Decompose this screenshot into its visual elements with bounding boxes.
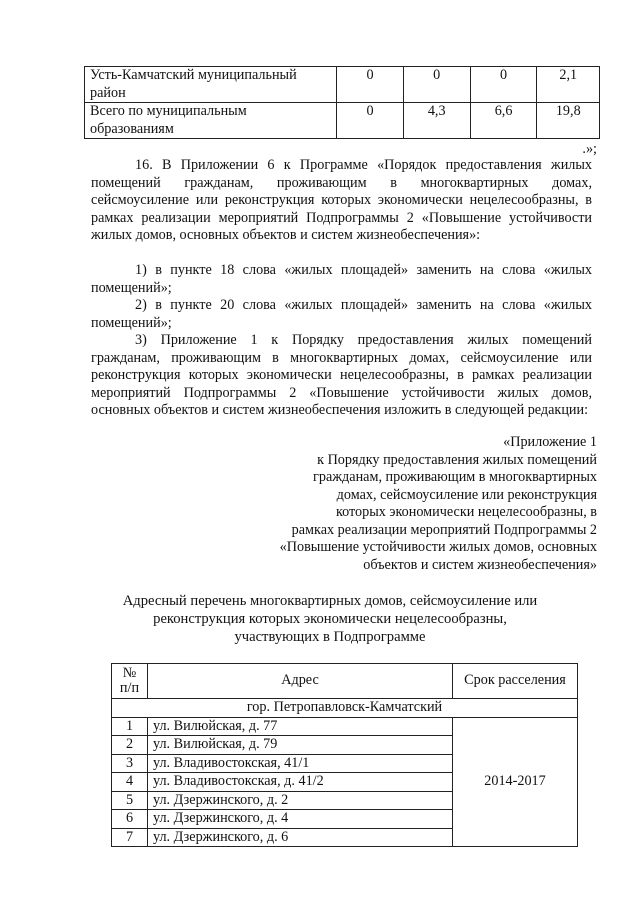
- row-number: 6: [112, 810, 148, 829]
- row-number: 7: [112, 828, 148, 847]
- summary-table: [84, 66, 600, 139]
- value-cell: 2,1: [537, 67, 600, 103]
- row-address: ул. Дзержинского, д. 4: [148, 810, 453, 829]
- value-cell: 4,3: [403, 103, 470, 139]
- paragraph-16: 16. В Приложении 6 к Программе «Порядок предоставления жилых помещений гражданам, проживающим в многоквартирных домах, сейсмоусиление или реконструкция которых экономически нецелесообразны, в рамках реализации мероприятий Подпрограммы 2 «Повышение устойчивости жилых домов, основных объектов и систем жизнеобеспечения»:: [91, 157, 592, 243]
- paragraph-item-3: 3) Приложение 1 к Порядку предоставления жилых помещений гражданам, проживающим в многоквартирных домах, сейсмоусиление или реконструкция которых экономически нецелесообразны, в рамках реализации мероприятий Подпрограммы 2 «Повышение устойчивости жилых домов, основных объектов и систем жизнеобеспечения изложить в следующей редакции:: [91, 332, 592, 418]
- appendix-line: рамках реализации мероприятий Подпрограммы 2: [291, 521, 597, 538]
- paragraph-item-2: 2) в пункте 20 слова «жилых площадей» заменить на слова «жилых помещений»;: [91, 297, 592, 331]
- appendix-line: объектов и систем жизнеобеспечения»: [363, 556, 597, 573]
- closing-quote: .»;: [582, 141, 597, 157]
- row-number: 2: [112, 736, 148, 755]
- table-row: [112, 717, 578, 736]
- district-name-cell: Усть-Камчатский муниципальный район: [85, 67, 337, 103]
- header-number-symbol: №: [122, 665, 137, 681]
- row-number: 4: [112, 773, 148, 792]
- city-name: гор. Петропавловск-Камчатский: [112, 699, 578, 718]
- list-title-line: участвующих в Подпрограмме: [234, 629, 426, 645]
- city-row: [112, 699, 578, 718]
- resettlement-term: 2014-2017: [453, 717, 578, 847]
- table-row: [85, 67, 600, 103]
- appendix-line: домах, сейсмоусиление или реконструкция: [336, 486, 597, 503]
- row-number: 3: [112, 754, 148, 773]
- total-name-cell: Всего по муниципальным образованиям: [85, 103, 337, 139]
- header-address: Адрес: [148, 664, 453, 699]
- header-number-abbr: п/п: [119, 680, 140, 696]
- value-cell: 0: [337, 67, 403, 103]
- value-cell: 6,6: [470, 103, 537, 139]
- list-title-line: Адресный перечень многоквартирных домов, сейсмоусиление или: [122, 593, 538, 609]
- value-cell: 0: [337, 103, 403, 139]
- list-title: [110, 592, 550, 646]
- row-address: ул. Владивостокская, д. 41/2: [148, 773, 453, 792]
- table-row: [85, 103, 600, 139]
- appendix-line: «Повышение устойчивости жилых домов, основных: [279, 539, 597, 555]
- appendix-line: «Приложение 1: [503, 434, 597, 450]
- appendix-line: которых экономически нецелесообразны, в: [335, 504, 597, 520]
- row-address: ул. Вилюйская, д. 77: [148, 717, 453, 736]
- row-address: ул. Дзержинского, д. 2: [148, 791, 453, 810]
- row-number: 1: [112, 717, 148, 736]
- row-address: ул. Вилюйская, д. 79: [148, 736, 453, 755]
- header-term: Срок расселения: [453, 664, 578, 699]
- address-table: [111, 663, 578, 847]
- value-cell: 0: [470, 67, 537, 103]
- appendix-heading: [237, 434, 597, 574]
- table-header-row: [112, 664, 578, 699]
- appendix-line: гражданам, проживающим в многоквартирных: [313, 469, 597, 485]
- value-cell: 0: [403, 67, 470, 103]
- row-number: 5: [112, 791, 148, 810]
- row-address: ул. Дзержинского, д. 6: [148, 828, 453, 847]
- row-address: ул. Владивостокская, 41/1: [148, 754, 453, 773]
- value-cell: 19,8: [537, 103, 600, 139]
- header-number: [112, 664, 148, 699]
- list-title-line: реконструкция которых экономически нецелесообразны,: [153, 611, 507, 627]
- appendix-line: к Порядку предоставления жилых помещений: [317, 451, 597, 468]
- paragraph-item-1: 1) в пункте 18 слова «жилых площадей» заменить на слова «жилых помещений»;: [91, 262, 592, 296]
